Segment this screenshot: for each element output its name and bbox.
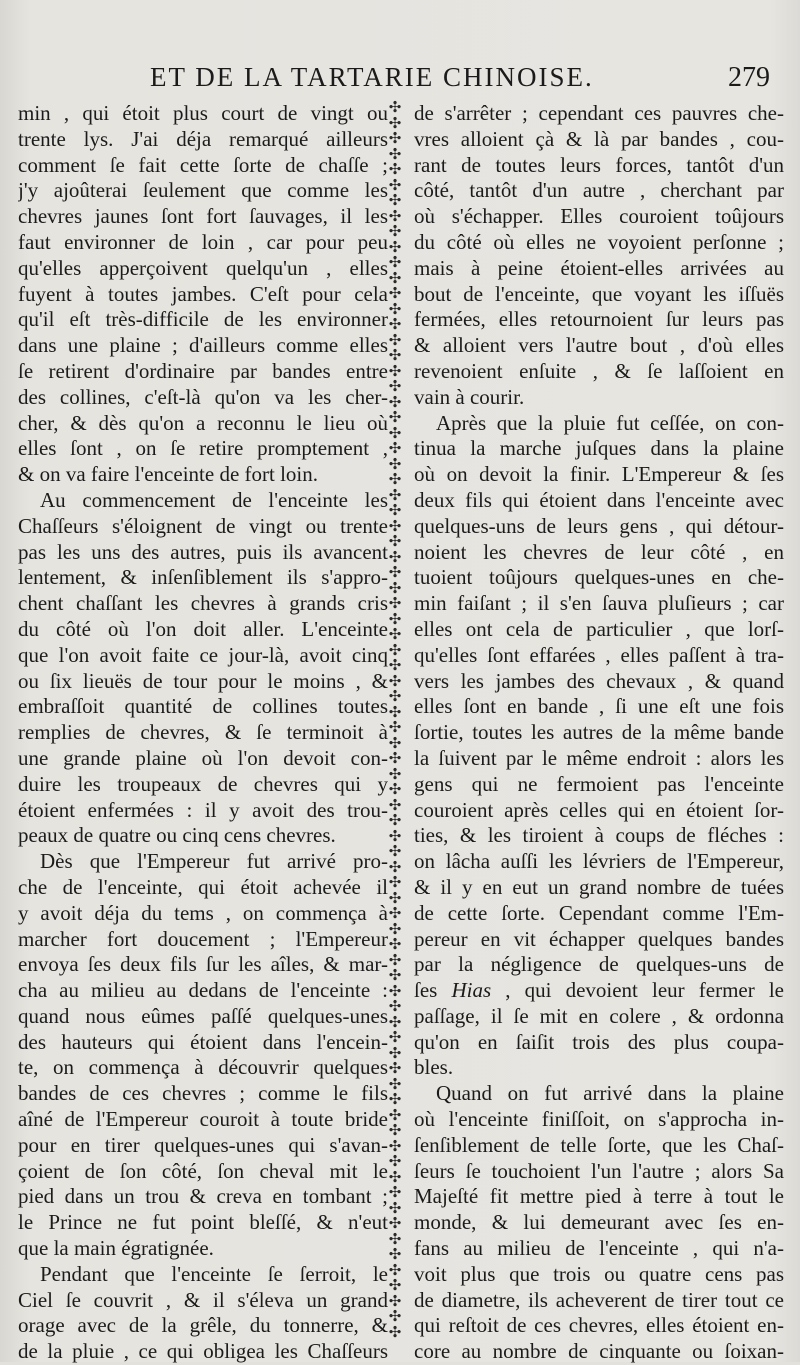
text-line: fuyent à toutes jambes. C'eſt pour cela: [18, 281, 388, 306]
text-line: pour en tirer quelques-unes qui s'avan-: [18, 1132, 388, 1157]
divider-ornament: ✣: [388, 408, 402, 426]
running-title: ET DE LA TARTARIE CHINOISE.: [150, 62, 594, 92]
text-line: peaux de quatre ou cinq cens chevres.: [18, 823, 336, 848]
text-line: aîné de l'Empereur couroit à toute bride: [18, 1107, 388, 1132]
text-line: couroient après celles qui en étoient ſor-: [414, 797, 784, 822]
divider-ornament: ✣: [388, 1028, 402, 1046]
text-line: bout de l'enceinte, que voyant les iſſuës: [414, 281, 784, 306]
text-line: ou ſix lieuës de tour pour le moins , &: [18, 668, 388, 693]
text-line: la ſuivent par le même endroit : alors les: [414, 745, 784, 770]
divider-ornament: ✣: [388, 129, 402, 147]
text-line: dans une plaine ; d'ailleurs comme elles: [18, 333, 388, 358]
divider-ornament: ✣: [388, 1136, 402, 1155]
text-line: étoient enfermées : il y avoit des trou-: [18, 797, 388, 822]
text-line: où on devoit la finir. L'Empereur & ſes: [414, 462, 784, 487]
text-line: tinua la marche juſques dans la plaine: [414, 436, 784, 461]
text-line: voit plus que trois ou quatre cens pas: [414, 1261, 784, 1286]
divider-ornament: ✣: [388, 904, 402, 922]
divider-ornament: ✣: [388, 1260, 402, 1279]
divider-ornament: ✣: [388, 857, 402, 876]
divider-ornament: ✣: [388, 100, 402, 116]
ornamental-column-divider: [384, 100, 406, 1350]
text-line: faut environner de loin , car pour peu: [18, 229, 388, 254]
divider-ornament: ✣: [388, 439, 402, 457]
text-line: vres alloient çà & là par bandes , cou-: [414, 126, 784, 151]
divider-ornament: ✣: [388, 780, 402, 798]
divider-ornament: ✣: [388, 609, 402, 628]
text-line: vain à courir.: [414, 384, 525, 409]
text-line: de cette ſorte. Cependant comme l'Em-: [414, 900, 784, 925]
text-line: embraſſoit quantité de collines toutes: [18, 694, 388, 719]
divider-ornament: ✣: [388, 1167, 402, 1186]
text-line: bles.: [414, 1055, 454, 1080]
text-line: côté, tantôt d'un autre , cherchant par: [414, 178, 784, 203]
divider-ornament: ✣: [388, 702, 402, 721]
text-line: Quand on fut arrivé dans la plaine: [436, 1081, 784, 1106]
divider-ornament: ✣: [388, 733, 402, 752]
divider-ornament: ✣: [388, 284, 402, 302]
divider-ornament: ✣: [388, 1183, 402, 1201]
text-line: que l'on avoit faite ce jour-là, avoit cinq: [18, 642, 388, 667]
text-line: & il y en eut un grand nombre de tuées: [414, 874, 784, 899]
divider-ornament: ✣: [388, 1307, 402, 1325]
divider-ornament: ✣: [388, 919, 402, 938]
divider-ornament: ✣: [388, 113, 402, 132]
divider-ornament: ✣: [388, 268, 402, 287]
divider-ornament: ✣: [388, 687, 402, 705]
text-line: des hauteurs qui étoient dans l'encein-: [18, 1029, 388, 1054]
text-line: Après que la pluie fut ceſſée, on con-: [436, 410, 784, 435]
divider-ornament: ✣: [388, 532, 402, 550]
divider-ornament: ✣: [388, 253, 402, 271]
text-line: de la pluie , ce qui obligea les Chaſſeurs: [18, 1339, 388, 1364]
divider-ornament: ✣: [388, 795, 402, 814]
text-line: du côté où l'on doit aller. L'enceinte: [18, 616, 388, 641]
text-line: Ciel ſe couvrit , & il s'éleva un grand: [18, 1287, 388, 1312]
text-line: que la main égratignée.: [18, 1236, 214, 1261]
text-line: pas les uns des autres, puis ils avancent: [18, 539, 388, 564]
divider-ornament: ✣: [388, 764, 402, 783]
text-line: min faiſant ; il s'en ſauva pluſieurs ; car: [414, 591, 784, 616]
right-column: [414, 101, 784, 1365]
text-line: pied dans un trou & creva en tombant ;: [18, 1184, 388, 1209]
divider-ornament: ✣: [388, 625, 402, 643]
text-line: min , qui étoit plus court de vingt ou: [18, 101, 388, 125]
divider-ornament: ✣: [388, 501, 402, 519]
divider-ornament: ✣: [388, 811, 402, 829]
divider-ornament: ✣: [388, 594, 402, 612]
divider-ornament: ✣: [388, 656, 402, 674]
divider-ornament: ✣: [388, 1043, 402, 1062]
text-line: trente lys. J'ai déja remarqué ailleurs: [18, 126, 388, 151]
text-line: tuoient toûjours quelques-unes en che-: [414, 565, 784, 590]
text-line: qu'elles ſont effarées , elles paſſent à tra-: [414, 642, 784, 667]
text-line: pereur en vit échapper quelques bandes: [414, 926, 784, 951]
text-line: Au commencement de l'enceinte les: [40, 487, 388, 512]
text-line: & on va faire l'enceinte de fort loin.: [18, 462, 318, 487]
page-number: 279: [728, 62, 770, 93]
text-line: de s'arrêter ; cependant ces pauvres che-: [414, 101, 784, 125]
divider-ornament: ✣: [388, 718, 402, 736]
text-line: che de l'enceinte, qui étoit achevée il: [18, 874, 388, 899]
page-header: [140, 62, 780, 96]
left-column: [18, 101, 388, 1365]
text-line: elles ſont en bande , ſi une eſt une fois: [414, 694, 784, 719]
divider-ornament: ✣: [388, 826, 402, 845]
divider-ornament: ✣: [388, 1229, 402, 1248]
text-line: Majeſté fit mettre pied à terre à tout le: [414, 1184, 784, 1209]
divider-ornament: ✣: [388, 1322, 402, 1341]
divider-ornament: ✣: [388, 1276, 402, 1294]
divider-ornament: ✣: [388, 935, 402, 953]
text-line: & alloient vers l'autre bout , d'où elles: [414, 333, 784, 358]
text-line: vers les jambes des chevaux , & quand: [414, 668, 784, 693]
divider-ornament: ✣: [388, 1012, 402, 1031]
text-line: qui reſtoit de ces chevres, elles étoient en-: [414, 1313, 784, 1338]
divider-ornament: ✣: [388, 175, 402, 194]
divider-ornament: ✣: [388, 1214, 402, 1232]
text-line: ſeurs ſe touchoient l'un l'autre ; alors Sa: [414, 1158, 784, 1183]
text-line: on lâcha auſſi les lévriers de l'Empereur,: [414, 849, 784, 874]
text-line: bandes de ces chevres ; comme le fils: [18, 1081, 388, 1106]
divider-ornament: ✣: [388, 1074, 402, 1093]
text-line: ſortie, toutes les autres de la même bande: [414, 720, 784, 745]
divider-ornament: ✣: [388, 144, 402, 163]
text-line: chevres jaunes ſont fort ſauvages, il les: [18, 204, 388, 229]
divider-ornament: ✣: [388, 392, 402, 411]
text-line: paſſage, il ſe mit en colere , & ordonna: [414, 1003, 784, 1028]
text-line: revenoient enſuite , & ſe laſſoient en: [414, 358, 784, 383]
divider-ornament: ✣: [388, 470, 402, 488]
text-line: noient les chevres de leur côté , en: [414, 539, 784, 564]
divider-ornament: ✣: [388, 361, 402, 380]
text-line: une grande plaine où l'on devoit con-: [18, 745, 388, 770]
divider-ornament: ✣: [388, 516, 402, 535]
divider-ornament: ✣: [388, 1105, 402, 1124]
divider-ornament: ✣: [388, 206, 402, 225]
divider-ornament: ✣: [388, 1121, 402, 1139]
divider-ornament: ✣: [388, 1090, 402, 1108]
text-line: qu'elles apperçoivent quelqu'un , elles: [18, 255, 388, 280]
divider-ornament: ✣: [388, 547, 402, 566]
divider-ornament: ✣: [388, 966, 402, 984]
divider-ornament: ✣: [388, 842, 402, 860]
divider-ornament: ✣: [388, 423, 402, 442]
text-line: cher, & dès qu'on a reconnu le lieu où: [18, 410, 388, 435]
text-line: gens qui ne fermoient pas l'enceinte: [414, 771, 784, 796]
text-line: core au nombre de cinquante ou ſoixan-: [414, 1339, 784, 1364]
divider-ornament: ✣: [388, 191, 402, 209]
text-line: deux fils qui étoient dans l'enceinte avec: [414, 487, 784, 512]
text-line: mais à peine étoient-elles arrivées au: [414, 255, 784, 280]
divider-ornament: ✣: [388, 485, 402, 504]
text-line: de diametre, ils acheverent de tirer tout ce: [414, 1287, 784, 1312]
divider-ornament: ✣: [388, 873, 402, 891]
divider-ornament: ✣: [388, 299, 402, 318]
divider-ornament: ✣: [388, 330, 402, 349]
divider-ornament: ✣: [388, 981, 402, 1000]
text-line: envoya ſes deux fils ſur les aîles, & mar-: [18, 952, 388, 977]
divider-ornament: ✣: [388, 237, 402, 256]
text-line: ſenſiblement de telle ſorte, que les Chaſ-: [414, 1132, 784, 1157]
text-line: elles ont cela de particulier , que lorſ-: [414, 616, 784, 641]
text-line: du côté où elles ne voyoient perſonne ;: [414, 229, 784, 254]
text-line: elles ſont , on ſe retire promptement ,: [18, 436, 388, 461]
divider-ornament: ✣: [388, 640, 402, 659]
text-line: y avoit déja du tems , on commença à: [18, 900, 388, 925]
divider-ornament: ✣: [388, 950, 402, 969]
text-line: marcher fort doucement ; l'Empereur: [18, 926, 388, 951]
divider-ornament: ✣: [388, 160, 402, 178]
text-line: qu'il eſt très-difficile de les environner: [18, 307, 388, 332]
divider-ornament: ✣: [388, 315, 402, 333]
text-line: çoient de ſon côté, ſon cheval mit le: [18, 1158, 388, 1183]
text-line: duire les troupeaux de chevres qui y: [18, 771, 388, 796]
text-line: fermées, elles retournoient ſur leurs pas: [414, 307, 784, 332]
text-line: des collines, c'eſt-là qu'on va les cher-: [18, 384, 388, 409]
divider-ornament: ✣: [388, 222, 402, 240]
text-line: monde, & lui demeurant avec ſes en-: [414, 1210, 784, 1235]
divider-ornament: ✣: [388, 377, 402, 395]
divider-ornament: ✣: [388, 749, 402, 767]
text-line: ſe retirent d'ordinaire par bandes entre: [18, 358, 388, 383]
text-line: j'y ajoûterai ſeulement que comme les: [18, 178, 388, 203]
divider-ornament: ✣: [388, 1198, 402, 1217]
text-line: te, on commença à découvrir quelques: [18, 1055, 388, 1080]
text-line: par la négligence de quelques-uns de: [414, 952, 784, 977]
divider-ornament: ✣: [388, 1152, 402, 1170]
divider-ornament: ✣: [388, 1059, 402, 1077]
text-line: cha au milieu au dedans de l'enceinte :: [18, 978, 388, 1003]
text-line: quand nous eûmes paſſé quelques-unes: [18, 1003, 388, 1028]
divider-ornament: ✣: [388, 578, 402, 597]
text-line: Pendant que l'enceinte ſe ſerroit, le: [40, 1261, 388, 1286]
divider-ornament: ✣: [388, 1245, 402, 1263]
text-line: Chaſſeurs s'éloignent de vingt ou trente: [18, 513, 388, 538]
text-line: où l'enceinte finiſſoit, on s'approcha in-: [414, 1107, 784, 1132]
divider-ornament: ✣: [388, 563, 402, 581]
text-line: fans au milieu de l'enceinte , qui n'a-: [414, 1236, 784, 1261]
text-line: ſes Hias , qui devoient leur fermer le: [414, 978, 784, 1003]
divider-ornament: ✣: [388, 1291, 402, 1310]
text-line: où s'échapper. Elles couroient toûjours: [414, 204, 784, 229]
text-line: qu'on en ſaiſit trois des plus coupa-: [414, 1029, 784, 1054]
text-line: ties, & les tiroient à coups de fléches :: [414, 823, 784, 848]
text-line: chent chaſſant les chevres à grands cris: [18, 591, 388, 616]
text-line: orage avec de la grêle, du tonnerre, &: [18, 1313, 388, 1338]
text-line: comment ſe fait cette ſorte de chaſſe ;: [18, 152, 388, 177]
text-line: lentement, & inſenſiblement ils s'appro-: [18, 565, 388, 590]
divider-ornament: ✣: [388, 888, 402, 907]
text-line: remplies de chevres, & ſe terminoit à: [18, 720, 388, 745]
divider-ornament: ✣: [388, 454, 402, 473]
text-line: rant de toutes leurs forces, tantôt d'un: [414, 152, 784, 177]
divider-ornament: ✣: [388, 997, 402, 1015]
text-line: Dès que l'Empereur fut arrivé pro-: [40, 849, 388, 874]
divider-ornament: ✣: [388, 346, 402, 364]
text-line: le Prince ne fut point bleſſé, & n'eut: [18, 1210, 388, 1235]
text-line: quelques-uns de leurs gens , qui détour-: [414, 513, 784, 538]
divider-ornament: ✣: [388, 671, 402, 690]
